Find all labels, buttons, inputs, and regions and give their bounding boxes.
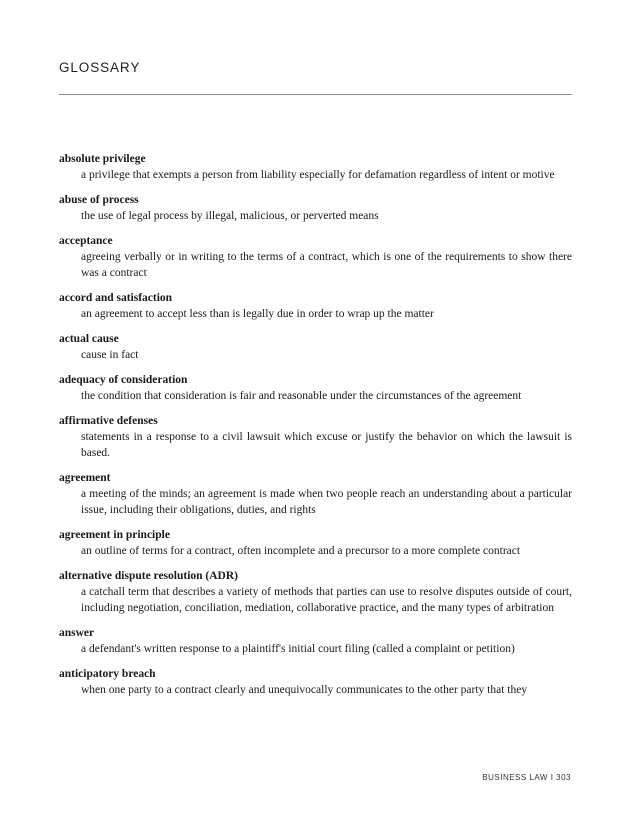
glossary-definition: cause in fact <box>81 349 139 361</box>
glossary-list <box>59 151 572 707</box>
glossary-definition: when one party to a contract clearly and unequivocally communicates to the other party that they <box>81 684 528 696</box>
glossary-definition: agreeing verbally or in writing to the terms of a contract, which is one of the requirements to show there was a contract <box>81 251 572 279</box>
glossary-entry <box>59 192 572 224</box>
glossary-entry <box>59 331 572 363</box>
glossary-term: affirmative defenses <box>59 415 158 427</box>
glossary-term: alternative dispute resolution (ADR) <box>59 570 238 582</box>
glossary-entry <box>59 151 572 183</box>
glossary-term: agreement in principle <box>59 529 170 541</box>
glossary-definition: statements in a response to a civil lawsuit which excuse or justify the behavior on which the lawsuit is based. <box>81 431 572 459</box>
glossary-term: anticipatory breach <box>59 668 156 680</box>
glossary-definition: the condition that consideration is fair and reasonable under the circumstances of the agreement <box>81 390 522 402</box>
glossary-term: acceptance <box>59 235 113 247</box>
glossary-entry <box>59 625 572 657</box>
glossary-entry <box>59 527 572 559</box>
glossary-term: abuse of process <box>59 194 139 206</box>
page-title: GLOSSARY <box>59 60 141 75</box>
glossary-term: answer <box>59 627 95 639</box>
glossary-entry <box>59 568 572 616</box>
glossary-entry <box>59 413 572 461</box>
glossary-entry <box>59 372 572 404</box>
glossary-term: adequacy of consideration <box>59 374 188 386</box>
page-footer: BUSINESS LAW I 303 <box>482 773 571 782</box>
glossary-term: absolute privilege <box>59 153 146 165</box>
glossary-entry <box>59 233 572 281</box>
glossary-definition: a defendant's written response to a plaintiff's initial court filing (called a complaint or petition) <box>81 643 515 655</box>
glossary-definition: a privilege that exempts a person from liability especially for defamation regardless of intent or motive <box>81 169 555 181</box>
glossary-term: accord and satisfaction <box>59 292 173 304</box>
glossary-entry <box>59 470 572 518</box>
glossary-definition: an agreement to accept less than is legally due in order to wrap up the matter <box>81 308 434 320</box>
glossary-definition: a catchall term that describes a variety of methods that parties can use to resolve disputes outside of court, including negotiation, conciliation, mediation, collaborative practice, and the many types of arbitration <box>81 586 572 614</box>
glossary-entry <box>59 290 572 322</box>
glossary-definition: an outline of terms for a contract, often incomplete and a precursor to a more complete contract <box>81 545 521 557</box>
glossary-term: actual cause <box>59 333 119 345</box>
glossary-entry <box>59 666 572 698</box>
title-divider <box>59 94 572 95</box>
glossary-definition: a meeting of the minds; an agreement is made when two people reach an understanding about a particular issue, including their obligations, duties, and rights <box>81 488 572 516</box>
glossary-definition: the use of legal process by illegal, malicious, or perverted means <box>81 210 379 222</box>
glossary-term: agreement <box>59 472 111 484</box>
